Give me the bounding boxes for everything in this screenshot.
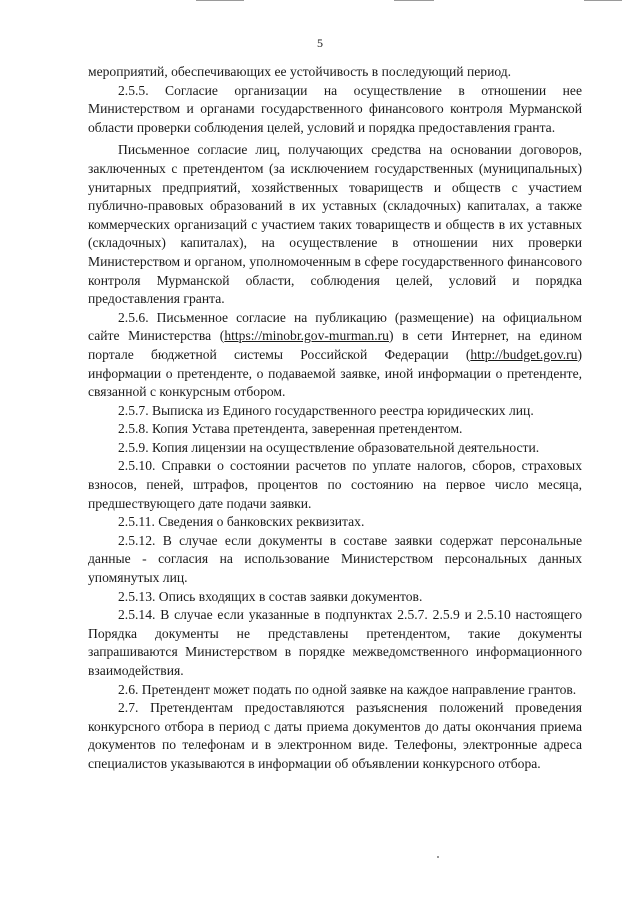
paragraph-2-5-12: 2.5.12. В случае если документы в составе заявки содержат персональные данные - согласия на использование Министерством персональных данных упомянутых лиц. <box>88 532 582 586</box>
paragraph-2-5-8: 2.5.8. Копия Устава претендента, заверенная претендентом. <box>118 421 463 437</box>
paragraph-continuation: мероприятий, обеспечивающих ее устойчивость в последующий период. <box>88 64 512 79</box>
paragraph-2-5-6-part-a: 2.5.6. Письменное согласие на публикацию (размещение) на официальном сайте Министерства ( <box>88 309 582 344</box>
paragraph-2-5-10: 2.5.10. Справки о состоянии расчетов по уплате налогов, сборов, страховых взносов, пеней, штрафов, процентов по состоянию на первое число месяца, предшествующего дате подачи заявки. <box>88 458 582 511</box>
page-number: 5 <box>317 36 323 50</box>
paragraph-2-5-6-part-b: ) в сети Интернет, на едином портале бюджетной системы Российской Федерации ( <box>88 328 582 362</box>
paragraph-2-7: 2.7. Претендентам предоставляются разъяснения положений проведения конкурсного отбора в период с даты приема документов до даты окончания приема документов по телефонам и в электронном виде. Телефоны, электронные адреса специалистов указываются в информации об объявлении конкурсного отбора. <box>88 700 582 771</box>
scan-speck <box>437 856 439 858</box>
paragraph-2-5-6-part-c: ) информации о претенденте, о подаваемой заявке, иной информации о претенденте, связанной с конкурсным отбором. <box>88 346 582 400</box>
paragraph-2-5-6 <box>88 309 582 402</box>
document-body <box>88 63 582 774</box>
ministry-site-link[interactable]: https://minobr.gov-murman.ru <box>224 328 389 344</box>
paragraph-2-6: 2.6. Претендент может подать по одной заявке на каждое направление грантов. <box>118 681 577 697</box>
scan-top-marks <box>0 0 640 6</box>
paragraph-2-5-14: 2.5.14. В случае если указанные в подпунктах 2.5.7. 2.5.9 и 2.5.10 настоящего Порядка документы не представлены претендентом, такие документы запрашиваются Министерством в порядке межведомственного информационного взаимодействия. <box>88 607 582 678</box>
budget-portal-link[interactable]: http://budget.gov.ru <box>470 346 578 362</box>
paragraph-2-5-7: 2.5.7. Выписка из Единого государственного реестра юридических лиц. <box>118 402 534 418</box>
paragraph-2-5-9: 2.5.9. Копия лицензии на осуществление образовательной деятельности. <box>118 439 540 455</box>
paragraph-2-5-11: 2.5.11. Сведения о банковских реквизитах. <box>118 514 365 530</box>
paragraph-2-5-13: 2.5.13. Опись входящих в состав заявки документов. <box>118 588 423 604</box>
paragraph-written-consent: Письменное согласие лиц, получающих средства на основании договоров, заключенных с претендентом (за исключением государственных (муниципальных) унитарных предприятий, хозяйственных товариществ и обществ с участием публично-правовых образований в их уставных (складочных) капиталах, а также коммерческих организаций с участием таких товариществ и обществ в их уставных (складочных) капиталах), на осуществление в отношении них проверки Министерством и органом, уполномоченным в сфере государственного финансового контроля Мурманской области, соблюдения целей, условий и порядка предоставления гранта. <box>88 142 582 307</box>
paragraph-2-5-5: 2.5.5. Согласие организации на осуществление в отношении нее Министерством и органами государственного финансового контроля Мурманской области проверки соблюдения целей, условий и порядка предоставления гранта. <box>88 82 582 135</box>
